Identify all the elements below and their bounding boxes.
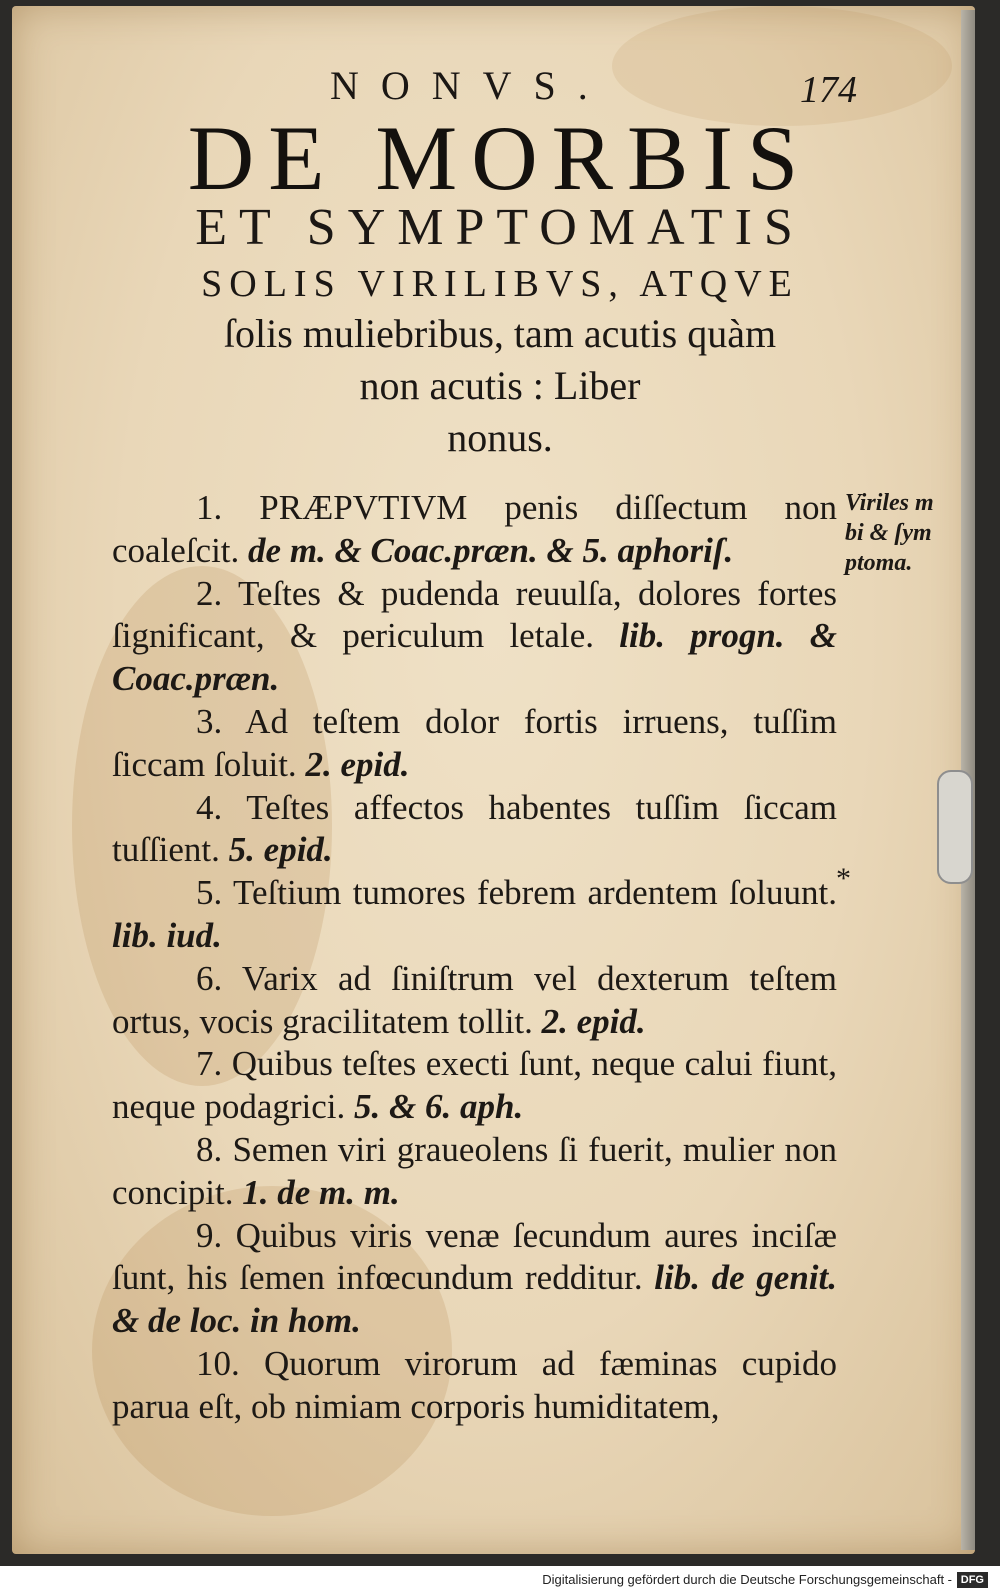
running-head [330, 62, 890, 112]
entry-text: Varix ad ſiniſtrum vel dexterum teſtem ortus, vocis gracilitatem tollit. [112, 958, 837, 1041]
page-tab-marker [937, 770, 973, 884]
aphorism-list [112, 487, 837, 1429]
aphorism-entry [112, 958, 837, 1044]
chapter-title-line1: DE MORBIS [187, 107, 813, 209]
subtitle-line: ſolis muliebribus, tam acutis quàm [223, 311, 777, 356]
footer-bar [0, 1566, 1000, 1596]
margin-note-line: Viriles m [845, 490, 934, 516]
aphorism-entry [112, 1043, 837, 1129]
aphorism-entry [112, 1129, 837, 1215]
entry-citation: 5. & 6. aph. [354, 1087, 524, 1127]
margin-note-line: bi & ſym [845, 520, 932, 546]
subtitle-line: nonus. [447, 415, 553, 460]
entry-number: 1. [196, 488, 223, 527]
entry-citation: de m. & Coac.præn. & 5. aphoriſ. [248, 530, 734, 570]
entry-number: 10. [196, 1343, 240, 1383]
entry-citation: lib. iud. [112, 915, 222, 955]
entry-citation: lib. progn. & Coac.præn. [112, 616, 838, 699]
entry-number: 8. [196, 1129, 223, 1169]
chapter-title-line3: SOLIS VIRILIBVS, ATQVE [201, 263, 799, 305]
entry-text: Teſtium tumores febrem ardentem ſoluunt. [233, 873, 838, 913]
chapter-title-line2: ET SYMPTOMATIS [195, 199, 805, 256]
entry-citation: lib. de genit. & de loc. in hom. [112, 1258, 837, 1341]
entry-text: PRÆPVTIVM penis diſſectum non coaleſcit. [112, 488, 837, 570]
entry-number: 3. [196, 701, 223, 741]
entry-number: 7. [196, 1044, 223, 1084]
aphorism-entry [112, 1215, 837, 1343]
entry-citation: 1. de m. m. [242, 1172, 400, 1212]
aphorism-entry [112, 487, 837, 573]
aphorism-entry [112, 872, 837, 958]
entry-number: 2. [196, 573, 223, 613]
margin-note-line: ptoma. [845, 550, 913, 576]
entry-citation: 2. epid. [305, 744, 410, 784]
asterisk-mark: * [836, 862, 851, 895]
aphorism-entry [112, 787, 837, 873]
aphorism-entry [112, 1343, 837, 1429]
entry-text: Quibus viris venæ ſecundum aures inciſæ ſunt, his ſemen infœcundum redditur. [112, 1215, 838, 1298]
subtitle-line: non acutis : Liber [359, 363, 641, 408]
entry-number: 4. [196, 787, 223, 827]
entry-number: 9. [196, 1215, 223, 1255]
entry-text: Teſtes & pudenda reuulſa, dolores fortes ſignificant, & periculum letale. [112, 573, 838, 656]
entry-text: Ad teſtem dolor fortis irruens, tuſſim ſiccam ſoluit. [112, 701, 837, 784]
page-number: 174 [800, 69, 857, 111]
funding-credit: Digitalisierung gefördert durch die Deutsche Forschungsgemeinschaft - [542, 1572, 952, 1587]
margin-note [845, 488, 965, 578]
entry-text: Quorum virorum ad fæminas cupido parua eſt, ob nimiam corporis humiditatem, [112, 1343, 837, 1426]
entry-number: 6. [196, 958, 223, 998]
aphorism-entry [112, 573, 837, 701]
entry-text: Semen viri graueolens ſi fuerit, mulier non concipit. [112, 1129, 837, 1212]
entry-citation: 5. epid. [228, 830, 333, 870]
running-head-title: NONVS. [330, 63, 610, 108]
entry-number: 5. [196, 873, 223, 913]
entry-citation: 2. epid. [541, 1001, 646, 1041]
aphorism-entry [112, 701, 837, 787]
entry-text: Quibus teſtes execti ſunt, neque calui fiunt, neque podagrici. [112, 1044, 837, 1127]
dfg-logo: DFG [957, 1572, 988, 1588]
entry-text: Teſtes affectos habentes tuſſim ſiccam tuſſient. [112, 787, 837, 870]
chapter-subtitle [150, 308, 850, 464]
